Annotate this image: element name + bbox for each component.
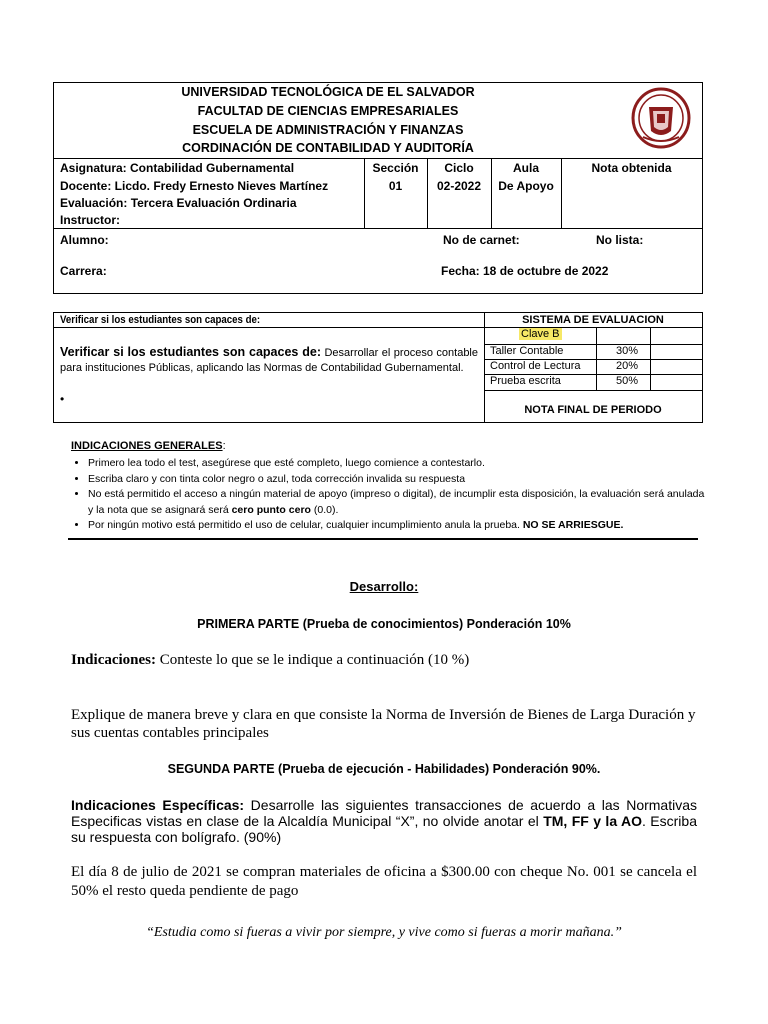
system-title: SISTEMA DE EVALUACION xyxy=(522,314,664,326)
motivational-quote: “Estudia como si fueras a vivir por siempre, y vive como si fueras a morir mañana.” xyxy=(146,925,622,940)
alumno-label: Alumno: xyxy=(60,233,109,247)
asignatura-label: Asignatura: Contabilidad Gubernamental xyxy=(60,161,295,175)
row-control-name: Control de Lectura xyxy=(490,360,581,372)
transaction-text: El día 8 de julio de 2021 se compran materiales de oficina a $300.00 con cheque No. 001 se cancela el 50% el resto queda pendiente de pago xyxy=(71,864,697,899)
question-1: Explique de manera breve y clara en que consiste la Norma de Inversión de Bienes de Larga Duración y sus cuentas contables principales xyxy=(71,707,696,741)
coordination-title: CORDINACIÓN DE CONTABILIDAD Y AUDITORÍA xyxy=(182,141,474,155)
row-prueba-pct: 50% xyxy=(616,375,639,387)
row-taller-pct: 30% xyxy=(616,345,639,357)
university-title: UNIVERSIDAD TECNOLÓGICA DE EL SALVADOR xyxy=(181,85,475,99)
seccion-value: 01 xyxy=(388,179,403,193)
verify-bullet: • xyxy=(60,392,65,406)
nota-obtenida-label: Nota obtenida xyxy=(591,161,672,175)
segunda-parte-heading: SEGUNDA PARTE (Prueba de ejecución - Habilidades) Ponderación 90%. xyxy=(167,762,601,776)
header-table xyxy=(53,82,703,294)
indicaciones-1: Indicaciones: Conteste lo que se le indique a continuación (10 %) xyxy=(71,652,470,668)
lista-label: No lista: xyxy=(596,233,644,247)
final-grade-label: NOTA FINAL DE PERIODO xyxy=(524,404,662,416)
seccion-label: Sección xyxy=(372,161,419,175)
verify-header: Verificar si los estudiantes son capaces de: xyxy=(60,314,261,326)
row-taller-name: Taller Contable xyxy=(490,345,564,357)
ciclo-label: Ciclo xyxy=(444,161,474,175)
indicacion-item: • No está permitido el acceso a ningún material de apoyo (impreso o digital), de incumplir esta disposición, la evaluación será anulada y la nota que se asignará será cero punto cero (0.0). xyxy=(88,487,705,518)
aula-value: De Apoyo xyxy=(498,179,554,193)
faculty-title: FACULTAD DE CIENCIAS EMPRESARIALES xyxy=(197,104,459,118)
fecha-label: Fecha: 18 de octubre de 2022 xyxy=(441,264,609,278)
aula-label: Aula xyxy=(512,161,539,175)
row-control-pct: 20% xyxy=(616,360,639,372)
evaluacion-label: Evaluación: Tercera Evaluación Ordinaria xyxy=(60,196,297,210)
verify-paragraph xyxy=(60,345,478,376)
verify-bold: Verificar si los estudiantes son capaces de: xyxy=(60,345,321,359)
verify-text: Desarrollar el proceso contable para instituciones Públicas, aplicando las Normas de Contabilidad Gubernamental. xyxy=(60,347,478,374)
indicacion-item: • Escriba claro y con tinta color negro o azul, toda corrección invalida su respuesta xyxy=(88,472,705,488)
indicaciones-title: INDICACIONES GENERALES: xyxy=(71,440,226,452)
indicacion-item: • Por ningún motivo está permitido el uso de celular, cualquier incumplimiento anula la prueba. NO SE ARRIESGUE. xyxy=(88,518,705,534)
row-prueba-name: Prueba escrita xyxy=(490,375,561,387)
university-seal-icon xyxy=(631,87,691,149)
school-title: ESCUELA DE ADMINISTRACIÓN Y FINANZAS xyxy=(192,123,464,137)
carrera-label: Carrera: xyxy=(60,264,107,278)
indicacion-item: • Primero lea todo el test, asegúrese que esté completo, luego comience a contestarlo. xyxy=(88,456,705,472)
ciclo-value: 02-2022 xyxy=(436,179,482,193)
carnet-label: No de carnet: xyxy=(443,233,520,247)
clave-badge: Clave B xyxy=(521,328,560,340)
evaluation-table xyxy=(53,312,703,423)
divider xyxy=(68,538,698,540)
primera-parte-heading: PRIMERA PARTE (Prueba de conocimientos) Ponderación 10% xyxy=(197,617,571,631)
desarrollo-heading: Desarrollo: xyxy=(349,579,419,594)
indicaciones-list xyxy=(71,456,705,534)
indicaciones-2: Indicaciones Específicas: Desarrolle las siguientes transacciones de acuerdo a las Normativas Especificas vistas en clase de la Alcaldía Municipal “X”, no olvide anotar el TM, FF y la AO. Escriba su respuesta con bolígrafo. (90%) xyxy=(71,797,698,845)
instructor-label: Instructor: xyxy=(60,213,120,227)
docente-label: Docente: Licdo. Fredy Ernesto Nieves Martínez xyxy=(60,179,329,193)
